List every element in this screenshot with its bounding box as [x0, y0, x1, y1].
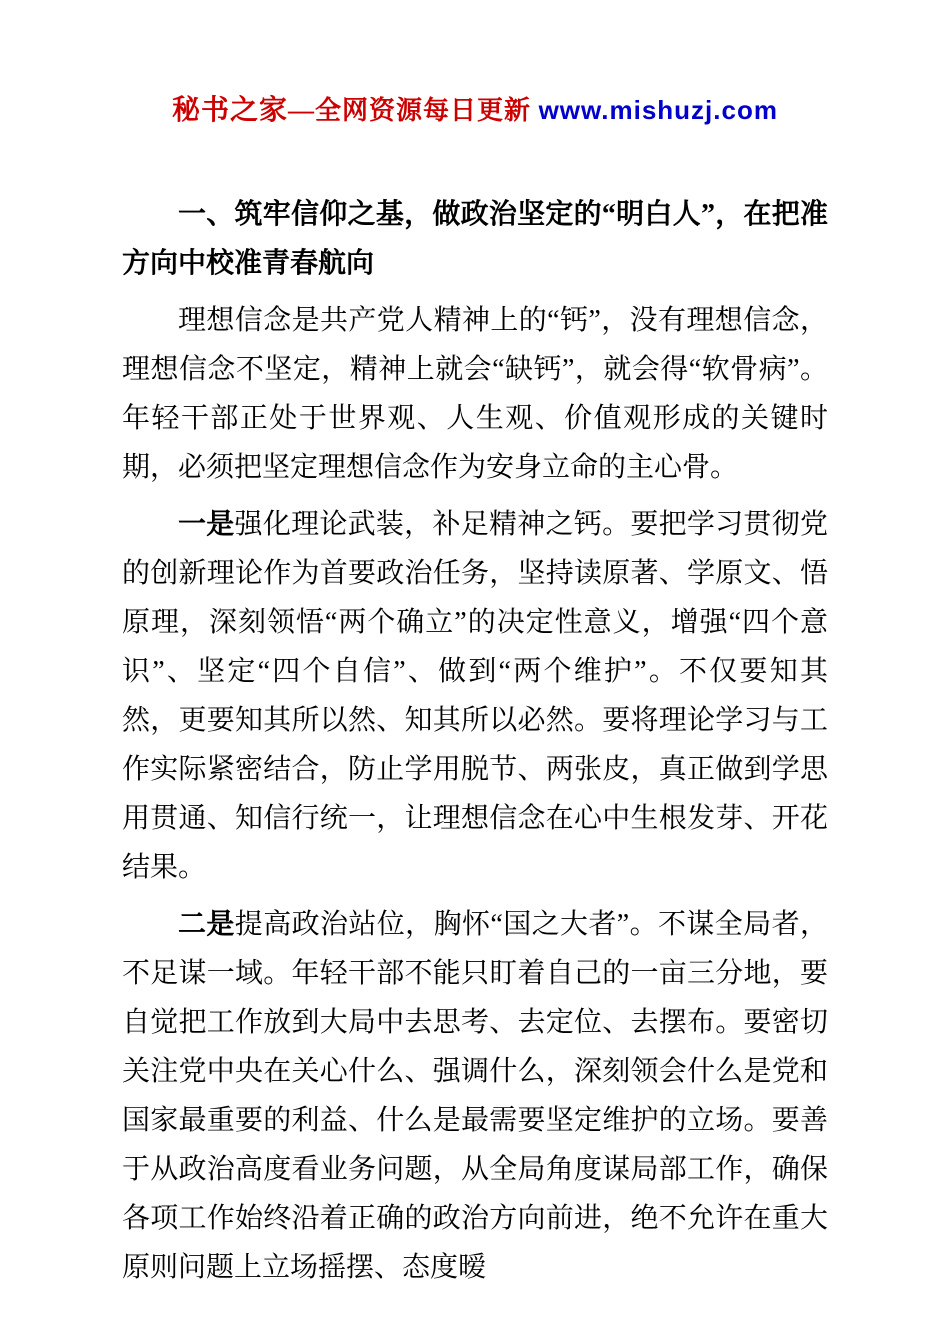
- intro-paragraph: 理想信念是共产党人精神上的“钙”，没有理想信念，理想信念不坚定，精神上就会“缺钙”，就会得“软骨病”。年轻干部正处于世界观、人生观、价值观形成的关键时期，必须把坚定理想信念作为安身立命的主心骨。: [122, 305, 828, 483]
- site-url-link[interactable]: www.mishuzj.com: [538, 95, 778, 125]
- site-tagline: —全网资源每日更新: [288, 96, 539, 125]
- document-body: [122, 190, 828, 1292]
- point-2-lead: 二是: [178, 909, 235, 940]
- point-2-text: 提高政治站位，胸怀“国之大者”。不谋全局者，不足谋一域。年轻干部不能只盯着自己的一亩三分地，要自觉把工作放到大局中去思考、去定位、去摆布。要密切关注党中央在关心什么、强调什么，深刻领会什么是党和国家最重要的利益、什么是最需要坚定维护的立场。要善于从政治高度看业务问题，从全局角度谋局部工作，确保各项工作始终沿着正确的政治方向前进，绝不允许在重大原则问题上立场摇摆、态度暧: [122, 909, 828, 1283]
- section-heading: 一、筑牢信仰之基，做政治坚定的“明白人”，在把准方向中校准青春航向: [122, 199, 828, 279]
- site-brand: 秘书之家: [172, 95, 289, 126]
- site-header: [0, 88, 950, 128]
- point-paragraph-1: [122, 500, 828, 892]
- point-1-lead: 一是: [178, 509, 235, 540]
- point-1-text: 强化理论武装，补足精神之钙。要把学习贯彻党的创新理论作为首要政治任务，坚持读原著、学原文、悟原理，深刻领悟“两个确立”的决定性意义，增强“四个意识”、坚定“四个自信”、做到“两个维护”。不仅要知其然，更要知其所以然、知其所以必然。要将理论学习与工作实际紧密结合，防止学用脱节、两张皮，真正做到学思用贯通、知信行统一，让理想信念在心中生根发芽、开花结果。: [122, 509, 828, 883]
- point-paragraph-2: [122, 900, 828, 1292]
